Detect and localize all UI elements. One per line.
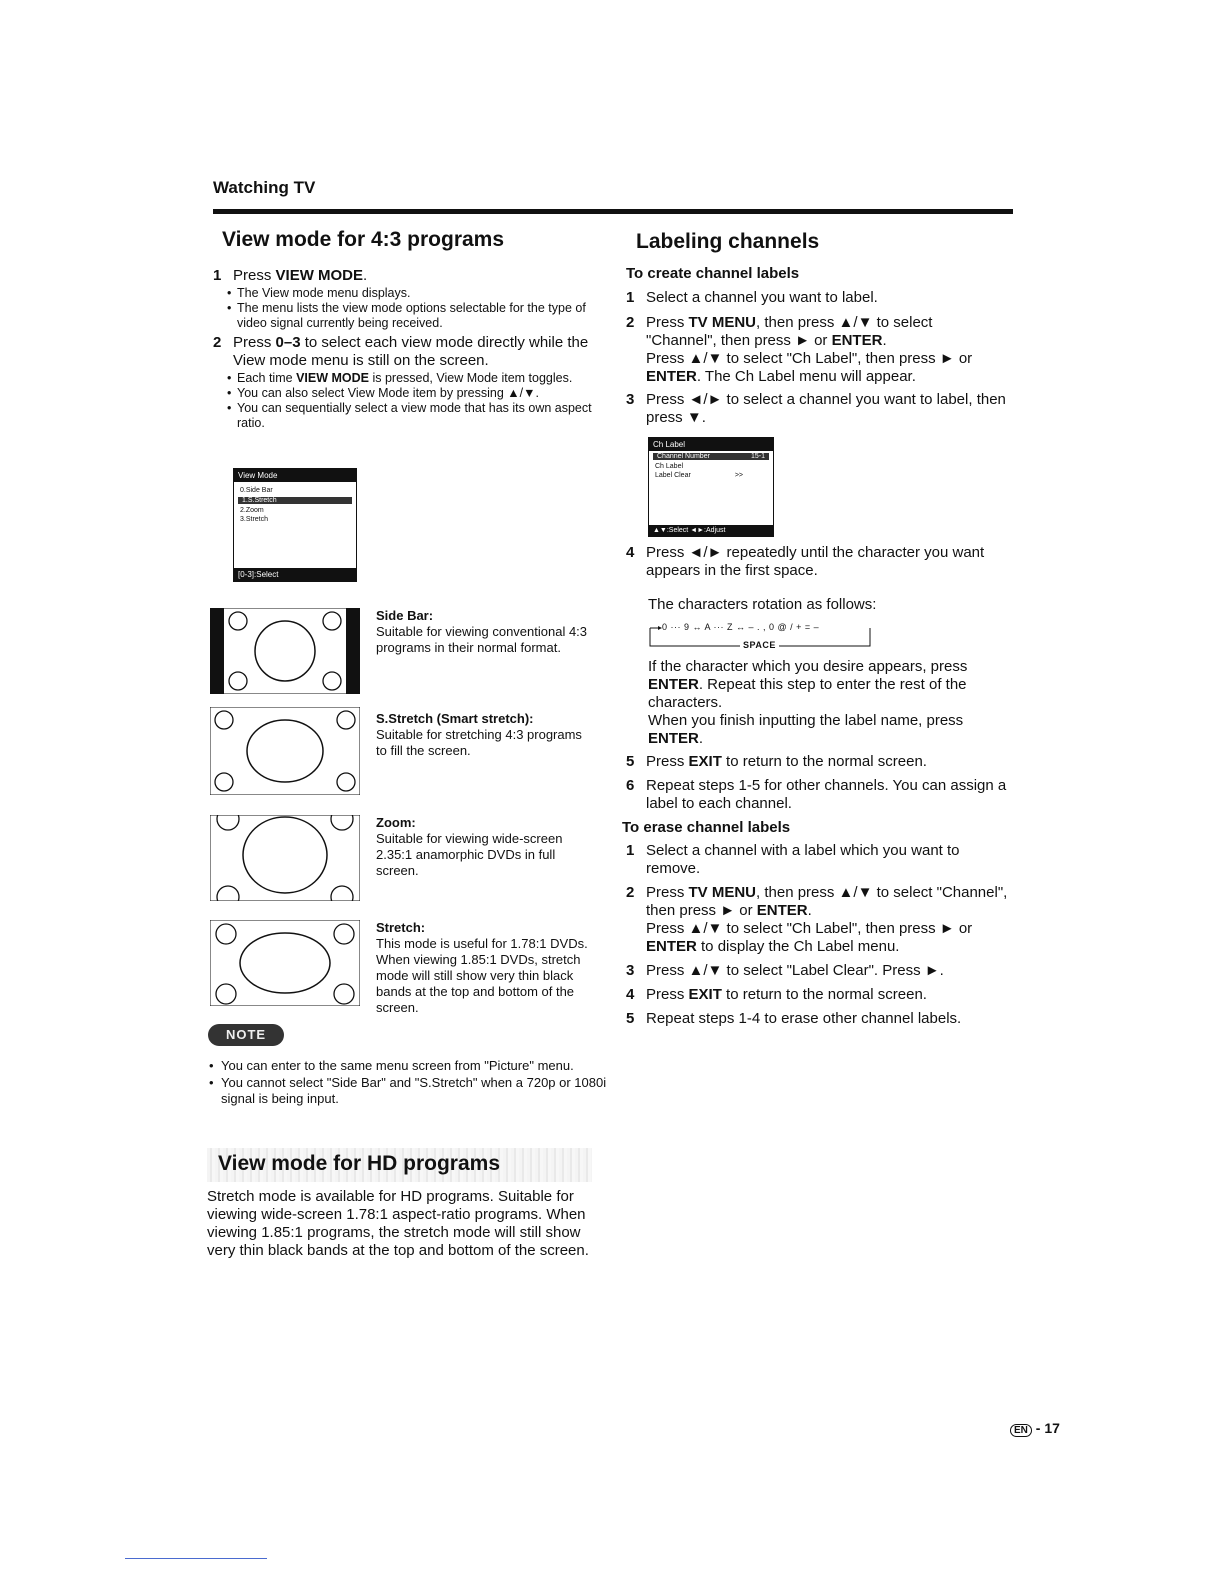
create-step-3: 3 Press ◄/► to select a channel you want to label, then press ▼. <box>626 391 1006 426</box>
step-2-bullets <box>227 371 593 431</box>
menu-item: Label Clear >> <box>655 472 743 479</box>
en-language-icon: EN <box>1010 1424 1032 1437</box>
footer-line <box>125 1558 267 1559</box>
step-1: 1 Press VIEW MODE. <box>213 267 368 284</box>
note-badge: NOTE <box>208 1024 284 1046</box>
s-stretch-illustration <box>210 707 360 795</box>
menu-item: 3.Stretch <box>240 516 269 523</box>
create-step-4-instructions: If the character which you desire appears, press ENTER. Repeat this step to enter the rest of the characters. When you finish inputting the label name, press ENTER. <box>648 658 968 747</box>
rotation-diagram <box>626 622 1011 656</box>
zoom-text: Zoom: Suitable for viewing wide-screen 2.35:1 anamorphic DVDs in full screen. <box>376 815 563 878</box>
notes-list <box>207 1058 607 1108</box>
list-item: • You cannot select "Side Bar" and "S.Stretch" when a 720p or 1080i signal is being input. <box>207 1075 607 1107</box>
erase-step-5: 5 Repeat steps 1-4 to erase other channel labels. <box>626 1010 962 1027</box>
step-2: 2 Press 0–3 to select each view mode directly while the View mode menu is still on the screen. <box>213 334 589 369</box>
create-step-5: 5 Press EXIT to return to the normal screen. <box>626 753 927 770</box>
menu-item: 2.Zoom <box>240 507 264 514</box>
rotation-sequence: 0 ··· 9 ↔ A ··· Z ↔ – . , 0 @ / + = – <box>662 622 820 632</box>
s-stretch-text: S.Stretch (Smart stretch): Suitable for stretching 4:3 programs to fill the screen. <box>376 711 582 758</box>
create-labels-heading: To create channel labels <box>626 265 800 282</box>
list-item: • You can also select View Mode item by pressing ▲/▼. <box>227 386 593 401</box>
create-step-1: 1 Select a channel you want to label. <box>626 289 878 306</box>
erase-step-3: 3 Press ▲/▼ to select "Label Clear". Press ►. <box>626 962 944 979</box>
zoom-illustration <box>210 815 360 901</box>
create-step-4: 4 Press ◄/► repeatedly until the character you want appears in the first space. <box>626 544 985 579</box>
erase-step-2: 2 Press TV MENU, then press ▲/▼ to select "Channel", then press ► or ENTER. Press ▲/▼ to select "Ch Label", then press ► or ENTER to display the Ch Label menu. <box>626 884 1008 955</box>
menu-footer: ▲▼:Select ◄►:Adjust <box>649 525 773 536</box>
stretch-text: Stretch: This mode is useful for 1.78:1 DVDs. When viewing 1.85:1 DVDs, stretch mode will still show very thin black bands at the top and bottom of the screen. <box>376 920 588 1015</box>
erase-step-1: 1 Select a channel with a label which you want to remove. <box>626 842 960 877</box>
side-bar-text: Side Bar: Suitable for viewing conventional 4:3 programs in their normal format. <box>376 608 588 655</box>
erase-labels-heading: To erase channel labels <box>622 819 791 836</box>
step-1-bullets <box>227 286 593 331</box>
hd-body: Stretch mode is available for HD programs. Suitable for viewing wide-screen 1.78:1 aspect-ratio programs. When viewing 1.85:1 programs, the stretch mode will still show very thin black bands at the top and bottom of the screen. <box>207 1188 589 1259</box>
list-item: • You can enter to the same menu screen from "Picture" menu. <box>207 1058 607 1074</box>
list-item: • The menu lists the view mode options selectable for the type of video signal currently being received. <box>227 301 593 331</box>
rotation-intro: The characters rotation as follows: <box>648 596 877 613</box>
list-item: • The View mode menu displays. <box>227 286 593 301</box>
rotation-space-label: SPACE <box>740 640 779 650</box>
menu-title: View Mode <box>234 469 356 482</box>
view-mode-menu-screenshot <box>233 468 357 582</box>
create-step-2: 2 Press TV MENU, then press ▲/▼ to select "Channel", then press ► or ENTER. Press ▲/▼ to select "Ch Label", then press ► or ENTER. The Ch Label menu will appear. <box>626 314 973 385</box>
menu-footer: [0-3]:Select <box>234 568 356 581</box>
view-mode-steps <box>213 267 593 434</box>
view-mode-43-title: View mode for 4:3 programs <box>222 228 505 251</box>
page-number: EN - 17 <box>1010 1420 1060 1437</box>
create-step-6: 6 Repeat steps 1-5 for other channels. You can assign a label to each channel. <box>626 777 1007 812</box>
menu-item-selected: Channel Number 15-1 <box>653 453 769 460</box>
menu-item: Ch Label <box>655 463 684 470</box>
list-item: • Each time VIEW MODE is pressed, View Mode item toggles. <box>227 371 593 386</box>
labeling-channels-title: Labeling channels <box>636 230 820 253</box>
create-labels-section <box>626 265 1006 427</box>
menu-title: Ch Label <box>649 438 773 451</box>
ch-label-menu-screenshot <box>648 437 774 537</box>
list-item: • You can sequentially select a view mode that has its own aspect ratio. <box>227 401 593 431</box>
header-rule <box>213 209 1013 214</box>
view-mode-hd-title: View mode for HD programs <box>218 1152 501 1175</box>
section-header: Watching TV <box>213 178 316 197</box>
stretch-illustration <box>210 920 360 1006</box>
side-bar-illustration <box>210 608 360 694</box>
create-labels-continued <box>622 544 1011 1028</box>
menu-item-selected: 1.S.Stretch <box>238 497 352 504</box>
erase-step-4: 4 Press EXIT to return to the normal screen. <box>626 986 927 1003</box>
menu-item: 0.Side Bar <box>240 487 273 494</box>
